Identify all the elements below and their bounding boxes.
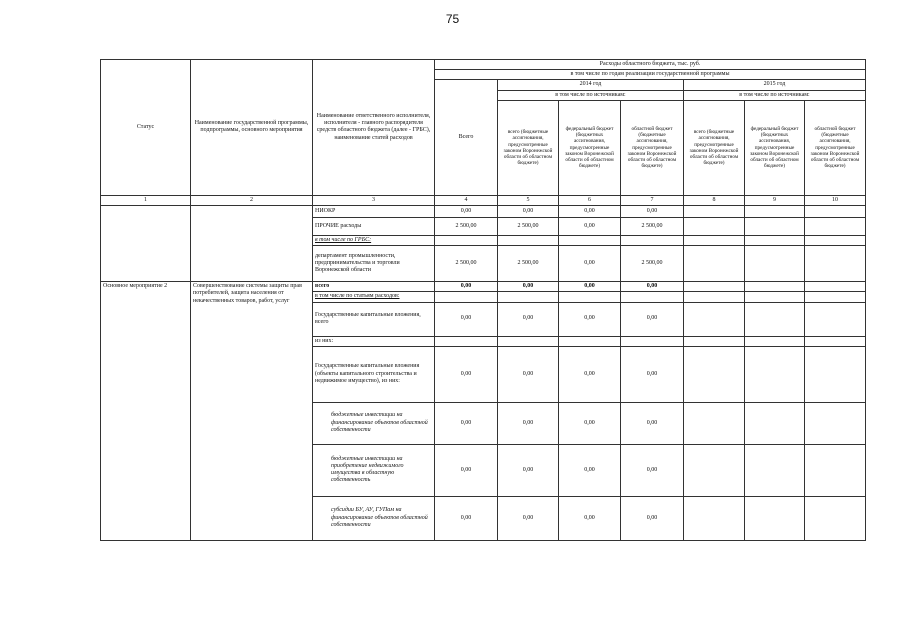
cell-2014-federal: 0,00 — [559, 217, 621, 235]
col-number: 5 — [498, 195, 559, 205]
col-number: 6 — [559, 195, 621, 205]
cell-2014-all: 0,00 — [498, 282, 559, 292]
header-program: Наименование государственной программы, подпрограммы, основного мероприятия — [191, 60, 313, 196]
header-src-all-2014: всего (бюджетные ассигнования, предусмотренные законом Воронежской области об областном бюджете) — [498, 100, 559, 195]
row-label: в том числе по статьям расходов: — [313, 292, 435, 302]
row-label: Государственные капитальные вложения (объекты капитального строительства и недвижимое имущество), из них: — [313, 346, 435, 402]
row-label: из них: — [313, 336, 435, 346]
header-by-sources-2014: в том числе по источникам: — [498, 90, 684, 100]
cell-2014-all: 0,00 — [498, 402, 559, 444]
header-src-federal-2015: федеральный бюджет (бюджетных ассигнования, предусмотренные законом Воронежской области об областном бюджете) — [745, 100, 805, 195]
cell-2014-all: 0,00 — [498, 205, 559, 217]
header-executor: Наименование ответственного исполнителя, исполнителя - главного распорядителя средств областного бюджета (далее - ГРБС), наименование статей расходов — [313, 60, 435, 196]
row-label: ПРОЧИЕ расходы — [313, 217, 435, 235]
table-row — [101, 282, 866, 292]
row-label: НИОКР — [313, 205, 435, 217]
table-row — [101, 205, 866, 217]
cell-total: 0,00 — [435, 402, 498, 444]
header-src-regional-2014: областной бюджет (бюджетные ассигнования, предусмотренные законом Воронежской области об областном бюджете) — [621, 100, 684, 195]
cell-2014-regional: 0,00 — [621, 302, 684, 336]
header-by-sources-2015: в том числе по источникам: — [684, 90, 866, 100]
header-src-all-2015: всего (бюджетные ассигнования, предусмотренные законом Воронежской области об областном бюджете) — [684, 100, 745, 195]
header-src-federal-2014: федеральный бюджет (бюджетных ассигнования, предусмотренные законом Воронежской области об областном бюджете) — [559, 100, 621, 195]
cell-2014-regional: 2 500,00 — [621, 217, 684, 235]
column-numbers-row — [101, 195, 866, 205]
col-number: 3 — [313, 195, 435, 205]
cell-2014-federal: 0,00 — [559, 246, 621, 282]
cell-2014-all: 0,00 — [498, 346, 559, 402]
header-year-2015: 2015 год — [684, 80, 866, 90]
cell-2014-regional: 0,00 — [621, 205, 684, 217]
header-expenses: Расходы областного бюджета, тыс. руб. — [435, 60, 866, 70]
cell-2014-regional: 0,00 — [621, 444, 684, 496]
col-number: 7 — [621, 195, 684, 205]
cell-2014-regional: 0,00 — [621, 346, 684, 402]
cell-total: 0,00 — [435, 205, 498, 217]
cell-2014-regional: 2 500,00 — [621, 246, 684, 282]
col-number: 4 — [435, 195, 498, 205]
row-label: бюджетные инвестиции на финансирование объектов областной собственности — [313, 402, 435, 444]
cell-total: 0,00 — [435, 346, 498, 402]
cell-2014-federal: 0,00 — [559, 282, 621, 292]
header-status: Статус — [101, 60, 191, 196]
cell-total: 0,00 — [435, 282, 498, 292]
status-cell: Основное мероприятие 2 — [101, 282, 191, 541]
cell-2014-all: 0,00 — [498, 444, 559, 496]
header-src-regional-2015: областной бюджет (бюджетные ассигнования, предусмотренные законом Воронежской области об областном бюджете) — [805, 100, 866, 195]
cell-2014-regional: 0,00 — [621, 496, 684, 540]
row-label: Государственные капитальные вложения, всего — [313, 302, 435, 336]
cell-2014-federal: 0,00 — [559, 444, 621, 496]
cell-2014-federal: 0,00 — [559, 302, 621, 336]
header-year-2014: 2014 год — [498, 80, 684, 90]
col-number: 9 — [745, 195, 805, 205]
cell-total: 0,00 — [435, 302, 498, 336]
cell-2014-federal: 0,00 — [559, 496, 621, 540]
col-number: 1 — [101, 195, 191, 205]
cell-total: 0,00 — [435, 444, 498, 496]
cell-2014-regional: 0,00 — [621, 402, 684, 444]
header-by-years: в том числе по годам реализации государственной программы — [435, 70, 866, 80]
cell-2014-federal: 0,00 — [559, 346, 621, 402]
row-label: департамент промышленности, предпринимательства и торговли Воронежской области — [313, 246, 435, 282]
col-number: 2 — [191, 195, 313, 205]
row-label: субсидии БУ, АУ, ГУПам на финансирование объектов областной собственности — [313, 496, 435, 540]
col-number: 8 — [684, 195, 745, 205]
cell-total: 0,00 — [435, 496, 498, 540]
page-number: 75 — [445, 12, 460, 26]
cell-2014-all: 2 500,00 — [498, 246, 559, 282]
cell-2014-all: 0,00 — [498, 302, 559, 336]
cell-total: 2 500,00 — [435, 246, 498, 282]
expenses-table — [100, 59, 866, 541]
row-label: бюджетные инвестиции на приобретение недвижимого имущества в областную собственность — [313, 444, 435, 496]
col-number: 10 — [805, 195, 866, 205]
row-label: всего — [313, 282, 435, 292]
row-label: в том числе по ГРБС: — [313, 235, 435, 245]
cell-2014-all: 2 500,00 — [498, 217, 559, 235]
table-row — [101, 235, 866, 245]
program-cell: Совершенствование системы защиты прав потребителей, защита населения от некачественных товаров, работ, услуг — [191, 282, 313, 541]
cell-2014-federal: 0,00 — [559, 402, 621, 444]
cell-total: 2 500,00 — [435, 217, 498, 235]
cell-2014-regional: 0,00 — [621, 282, 684, 292]
cell-2014-federal: 0,00 — [559, 205, 621, 217]
cell-2014-all: 0,00 — [498, 496, 559, 540]
header-total: Всего — [435, 80, 498, 195]
